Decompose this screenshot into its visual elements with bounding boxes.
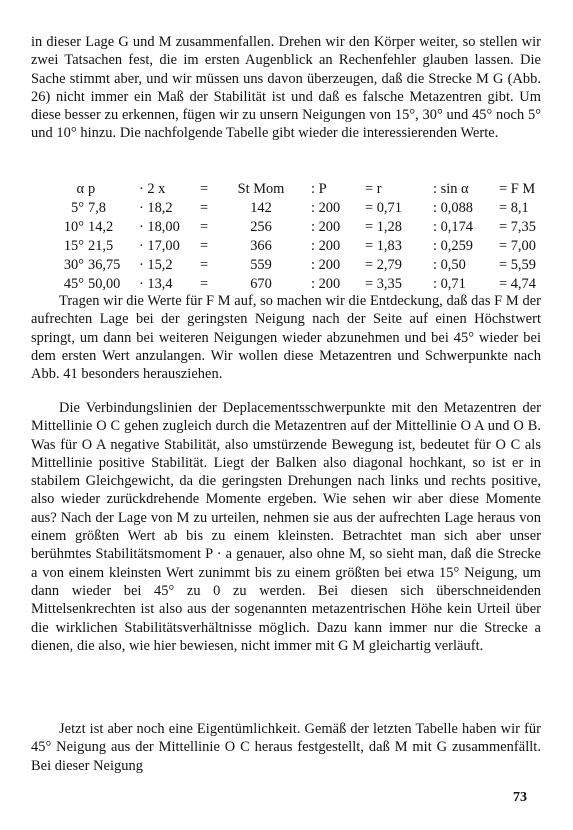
table-cell: = 3,35: [365, 276, 402, 292]
table-cell: =: [200, 276, 209, 292]
table-cell: = 0,71: [365, 200, 402, 216]
table-cell: = 5,59: [499, 257, 536, 273]
table-cell: = 8,1: [499, 200, 529, 216]
table-cell: · 17,00: [139, 238, 180, 254]
table-cell: 21,5: [88, 238, 114, 254]
table-cell: 366: [250, 238, 272, 254]
paragraph-text: Tragen wir die Werte für F M auf, so machen wir die Entdeckung, daß das F M der aufrechten Lage bei der geringsten Neigung nach der Seite auf einen Höchstwert springt, um dann bei weiteren Neigungen wieder abzunehmen und bei 45° wieder bei dem ersten Wert anzulangen. Wir wollen diese Metazentren und Schwerpunkte nach Abb. 41 besonders herausziehen.: [31, 293, 541, 383]
table-header-row: [31, 180, 541, 199]
table-header-cell: p: [88, 181, 96, 197]
table-cell: : 200: [311, 238, 341, 254]
table-cell: : 0,174: [433, 219, 473, 235]
table-cell: : 200: [311, 219, 341, 235]
table-cell: · 15,2: [139, 257, 173, 273]
table-cell: 14,2: [88, 219, 114, 235]
table-cell: 10°: [63, 219, 84, 235]
page-number: 73: [513, 790, 527, 805]
table-header-cell: = F M: [499, 181, 536, 197]
table-cell: = 4,74: [499, 276, 536, 292]
paragraph-stability-analysis: [31, 399, 541, 655]
paragraph-fm-discussion: [31, 292, 541, 383]
table-cell: 30°: [63, 257, 84, 273]
table-cell: =: [200, 238, 209, 254]
table-cell: = 2,79: [365, 257, 402, 273]
table-cell: 559: [250, 257, 272, 273]
paragraph-text: Jetzt ist aber noch eine Eigentümlichkeit. Gemäß der letzten Tabelle haben wir für 45° Neigung aus der Mittellinie O C heraus festgestellt, daß M mit G zusammenfällt. Bei dieser Neigung: [31, 721, 541, 774]
table-cell: : 200: [311, 257, 341, 273]
table-cell: 45°: [63, 276, 84, 292]
table-cell: : 0,50: [433, 257, 466, 273]
table-header-cell: · 2 x: [139, 181, 166, 197]
paragraph-intro: [31, 33, 541, 143]
table-cell: 256: [250, 219, 272, 235]
table-cell: =: [200, 219, 209, 235]
table-cell: : 200: [311, 200, 341, 216]
table-cell: 36,75: [88, 257, 121, 273]
table-cell: 7,8: [88, 200, 106, 216]
values-table: [31, 180, 541, 294]
table-row: [31, 199, 541, 218]
table-header-cell: = r: [365, 181, 382, 197]
table-cell: = 7,00: [499, 238, 536, 254]
table-cell: · 18,00: [139, 219, 180, 235]
table-cell: 142: [250, 200, 272, 216]
table-row: [31, 256, 541, 275]
table-cell: = 7,35: [499, 219, 536, 235]
table-cell: · 18,2: [139, 200, 173, 216]
table-cell: : 200: [311, 276, 341, 292]
paragraph-text: in dieser Lage G und M zusammenfallen. Drehen wir den Körper weiter, so stellen wir zwei Tatsachen fest, die im ersten Augenblick an Rechenfehler glauben lassen. Die Sache stimmt aber, und wir müssen uns davon überzeugen, daß die Strecke M G (Abb. 26) nicht immer ein Maß der Stabilität ist und daß es falsche Metazentren gibt. Um diese besser zu erkennen, fügen wir zu unsern Neigungen von 15°, 30° und 45° noch 5° und 10° hinzu. Die nachfolgende Tabelle gibt wieder die interessierenden Werte.: [31, 34, 541, 142]
table-cell: 15°: [63, 238, 84, 254]
table-cell: 5°: [71, 200, 84, 216]
table-header-cell: : sin α: [433, 181, 469, 197]
table-row: [31, 218, 541, 237]
table-header-cell: : P: [311, 181, 327, 197]
table-cell: = 1,83: [365, 238, 402, 254]
table-cell: =: [200, 200, 209, 216]
table-cell: =: [200, 257, 209, 273]
paragraph-continuation: [31, 720, 541, 775]
table-cell: : 0,71: [433, 276, 466, 292]
table-cell: : 0,088: [433, 200, 473, 216]
table-header-cell: St Mom: [237, 181, 285, 197]
table-cell: 50,00: [88, 276, 121, 292]
table-cell: 670: [250, 276, 272, 292]
table-cell: : 0,259: [433, 238, 473, 254]
table-cell: = 1,28: [365, 219, 402, 235]
table-header-cell: α: [76, 181, 84, 197]
table-row: [31, 237, 541, 256]
table-header-cell: =: [200, 181, 209, 197]
paragraph-text: Die Verbindungslinien der Deplacementsschwerpunkte mit den Metazentren der Mittellinie O C gehen zugleich durch die Metazentren auf der Mittellinie O A und O B. Was für O A negative Stabilität, also umstürzende Bewegung ist, bedeutet für O C als Mittellinie positive Stabilität. Liegt der Balken also diagonal hochkant, so ist er in stabilem Gleichgewicht, da die geringsten Drehungen nach links und rechts positive, also wieder zurückdrehende Momente ergeben. Wie sehen wir aber diese Momente aus? Nach der Lage von M zu urteilen, nehmen sie aus der aufrechten Lage heraus von einem größten Wert ab bis zu einem kleinsten. Betrachtet man sich aber unser berühmtes Stabilitätsmoment P · a genauer, also ohne M, so sieht man, daß die Strecke a von einem kleinsten Wert zunimmt bis zu einem größten bei etwa 15° Neigung, um dann wieder bei 45° zu 0 zu werden. Bei diesen sich überschneidenden Mittelsenkrechten ist also aus der sogenannten metazentrischen Höhe kein Urteil über die wirklichen Stabilitätsverhältnisse möglich. Dazu kann immer nur die Strecke a dienen, die also, wie hier bewiesen, nicht immer mit G M gleichartig verläuft.: [31, 400, 541, 654]
table-cell: · 13,4: [139, 276, 173, 292]
